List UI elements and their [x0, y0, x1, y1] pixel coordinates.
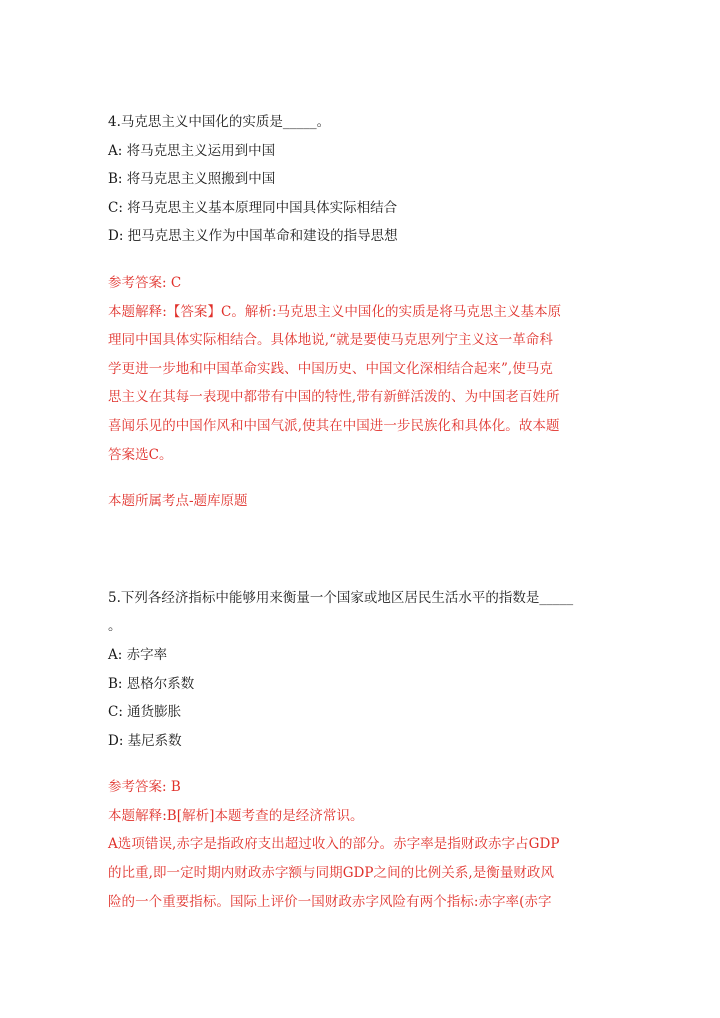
reference-answer: 参考答案: C — [108, 274, 182, 291]
question-stem-continuation: 。 — [108, 618, 122, 635]
explanation-line: 本题解释:【答案】C。解析:马克思主义中国化的实质是将马克思主义基本原 — [108, 303, 562, 320]
option-a: A: 赤字率 — [108, 646, 168, 663]
explanation-line: 的比重,即一定时期内财政赤字额与同期GDP之间的比例关系,是衡量财政风 — [108, 865, 555, 882]
option-d: D: 把马克思主义作为中国革命和建设的指导思想 — [108, 228, 398, 245]
explanation-line: 理同中国具体实际相结合。具体地说,“就是要使马克思列宁主义这一革命科 — [108, 332, 553, 349]
explanation-line: 喜闻乐见的中国作风和中国气派,使其在中国进一步民族化和具体化。故本题 — [108, 417, 560, 434]
option-b: B: 将马克思主义照搬到中国 — [108, 171, 276, 188]
explanation — [108, 802, 614, 916]
option-a: A: 将马克思主义运用到中国 — [108, 142, 276, 159]
explanation-line: 答案选C。 — [108, 446, 173, 463]
option-c: C: 将马克思主义基本原理同中国具体实际相结合 — [108, 199, 398, 216]
category-label: 本题所属考点-题库原题 — [108, 493, 248, 510]
option-b: B: 恩格尔系数 — [108, 675, 195, 692]
option-c: C: 通货膨胀 — [108, 704, 182, 721]
question-4 — [108, 108, 614, 516]
question-5 — [108, 584, 614, 917]
explanation-line: 险的一个重要指标。国际上评价一国财政赤字风险有两个指标:赤字率(赤字 — [108, 893, 552, 910]
explanation-line: 学更进一步地和中国革命实践、中国历史、中国文化深相结合起来”,使马克 — [108, 360, 553, 377]
explanation-line: A选项错误,赤字是指政府支出超过收入的部分。赤字率是指财政赤字占GDP — [108, 836, 560, 853]
explanation-line: 思主义在其每一表现中都带有中国的特性,带有新鲜活泼的、为中国老百姓所 — [108, 389, 560, 406]
reference-answer: 参考答案: B — [108, 779, 181, 796]
option-d: D: 基尼系数 — [108, 732, 182, 749]
question-stem: 5.下列各经济指标中能够用来衡量一个国家或地区居民生活水平的指数是_____ — [108, 589, 574, 606]
explanation-line: 本题解释:B[解析]本题考查的是经济常识。 — [108, 807, 364, 824]
question-stem: 4.马克思主义中国化的实质是_____。 — [108, 114, 331, 130]
explanation — [108, 298, 614, 470]
document-page — [108, 108, 614, 916]
